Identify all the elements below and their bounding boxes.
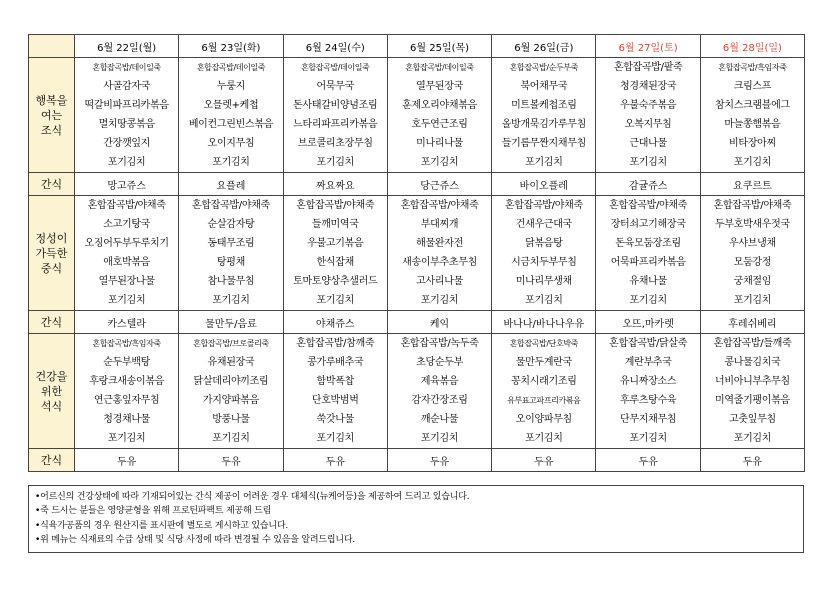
menu-item: 너비아니부추무침 bbox=[714, 376, 790, 387]
day-menu-cell bbox=[700, 196, 804, 311]
menu-item: 근대나물 bbox=[629, 138, 667, 149]
day-header-2: 6월 23일(화) bbox=[179, 35, 283, 58]
menu-item: 감자간장조림 bbox=[411, 395, 468, 406]
day-header-3: 6월 24일(수) bbox=[283, 35, 387, 58]
menu-item: 포기김치 bbox=[629, 295, 667, 306]
snack-row bbox=[29, 173, 805, 196]
day-menu-cell bbox=[596, 196, 700, 311]
menu-item: 포기김치 bbox=[629, 433, 667, 444]
menu-item: 떡갈비파프리카볶음 bbox=[84, 100, 169, 111]
menu-item: 포기김치 bbox=[525, 295, 563, 306]
menu-item: 닭볶음탕 bbox=[525, 238, 563, 249]
menu-item: 간장깻잎지 bbox=[103, 138, 151, 149]
menu-item: 열무된장나물 bbox=[98, 276, 155, 287]
menu-item: 포기김치 bbox=[212, 433, 250, 444]
menu-item: 브로콜리초장무침 bbox=[297, 138, 373, 149]
menu-item: 함박폭찹 bbox=[316, 376, 354, 387]
meal-label: 건강을 위한 석식 bbox=[29, 334, 75, 449]
menu-item: 혼합잡곡밥/야채죽 bbox=[400, 200, 479, 211]
menu-item: 누룽지 bbox=[216, 81, 245, 92]
menu-item: 올방개묵김가루무침 bbox=[501, 119, 586, 130]
menu-item: 혼합잡곡밥/야채죽 bbox=[191, 200, 270, 211]
menu-item: 오이지무침 bbox=[207, 138, 255, 149]
snack-item: 두유 bbox=[283, 449, 387, 472]
snack-item: 당근쥬스 bbox=[387, 173, 491, 196]
day-menu-cell bbox=[75, 196, 179, 311]
menu-item: 콩가루배추국 bbox=[307, 357, 364, 368]
menu-item: 후루츠탕수육 bbox=[620, 395, 677, 406]
menu-item: 비타장아찌 bbox=[729, 138, 776, 149]
menu-item: 포기김치 bbox=[316, 157, 354, 168]
menu-item: 미트볼케첩조림 bbox=[511, 100, 577, 111]
menu-item: 소고기탕국 bbox=[103, 219, 151, 230]
menu-item: 혼합잡곡밥/야채죽 bbox=[713, 200, 792, 211]
menu-item: 혼합잡곡밥/야채죽 bbox=[296, 200, 375, 211]
snack-item: 두유 bbox=[492, 449, 596, 472]
note-line: •어르신의 건강상태에 따라 기재되어있는 간식 제공이 어려운 경우 대체식(뉴케어등)을 제공하여 드리고 있습니다. bbox=[35, 492, 470, 502]
snack-item: 후레쉬베리 bbox=[700, 311, 804, 334]
menu-item: 멸치땅콩볶음 bbox=[98, 119, 155, 130]
menu-item: 초당순두부 bbox=[416, 357, 463, 368]
day-menu-cell bbox=[283, 334, 387, 449]
menu-item: 우불숙주볶음 bbox=[620, 100, 677, 111]
menu-item: 깨순나물 bbox=[420, 414, 459, 425]
day-header-7: 6월 28일(일) bbox=[700, 35, 804, 58]
header-corner-cell bbox=[29, 35, 75, 58]
menu-item: 유채나물 bbox=[629, 276, 667, 287]
day-menu-cell bbox=[387, 58, 491, 173]
day-menu-cell bbox=[596, 334, 700, 449]
menu-item: 유니짜장소스 bbox=[620, 376, 677, 387]
note-line: •위 메뉴는 식재료의 수급 상태 및 식당 사정에 따라 변경될 수 있음을 알려드립니다. bbox=[35, 534, 356, 545]
menu-item: 포기김치 bbox=[212, 157, 250, 168]
snack-item: 감귤쥬스 bbox=[596, 173, 700, 196]
menu-item: 두부호박새우젓국 bbox=[714, 219, 790, 230]
menu-item: 궁채절임 bbox=[733, 276, 772, 287]
menu-item: 순두부백탕 bbox=[103, 357, 151, 368]
menu-item: 제육볶음 bbox=[420, 376, 459, 387]
meal-label: 정성이 가득한 중식 bbox=[29, 196, 75, 311]
snack-item: 두유 bbox=[700, 449, 804, 472]
menu-item: 후랑크새송이볶음 bbox=[89, 376, 165, 387]
menu-item: 혼합잡곡밥/브로콜리죽 bbox=[193, 339, 269, 348]
menu-item: 열무된장국 bbox=[416, 81, 463, 92]
menu-item: 미나리무생채 bbox=[515, 276, 572, 287]
snack-item: 카스텔라 bbox=[75, 311, 179, 334]
day-menu-cell bbox=[492, 196, 596, 311]
menu-item: 포기김치 bbox=[107, 433, 146, 444]
day-menu-cell bbox=[596, 58, 700, 173]
snack-row bbox=[29, 311, 805, 334]
menu-item: 애호박볶음 bbox=[103, 257, 151, 268]
menu-item: 토마토양상추샐러드 bbox=[293, 276, 378, 287]
menu-item: 혼합잡곡밥/닭살죽 bbox=[609, 338, 688, 349]
menu-item: 혼합잡곡밥/참깨죽 bbox=[296, 338, 375, 349]
menu-item: 크림스프 bbox=[733, 81, 772, 92]
day-menu-cell bbox=[179, 58, 283, 173]
header-row bbox=[29, 35, 805, 58]
snack-item: 짜요짜요 bbox=[283, 173, 387, 196]
menu-item: 혼합잡곡밥/녹두죽 bbox=[400, 338, 479, 349]
weekly-menu-table bbox=[28, 34, 805, 472]
menu-item: 포기김치 bbox=[733, 433, 772, 444]
menu-item: 오이양파무침 bbox=[515, 414, 572, 425]
day-menu-cell bbox=[387, 196, 491, 311]
snack-item: 바나나/바나나우유 bbox=[492, 311, 596, 334]
menu-item: 동태무조림 bbox=[207, 238, 255, 249]
day-menu-cell bbox=[700, 58, 804, 173]
menu-item: 장터쇠고기해장국 bbox=[610, 219, 686, 230]
snack-item: 바이오플레 bbox=[492, 173, 596, 196]
menu-item: 유부표고파프리카볶음 bbox=[507, 396, 581, 405]
menu-item: 물만두계란국 bbox=[515, 357, 572, 368]
menu-item: 단호박범벅 bbox=[311, 395, 359, 406]
menu-item: 미나리나물 bbox=[416, 138, 463, 149]
day-menu-cell bbox=[75, 334, 179, 449]
day-header-5: 6월 26일(금) bbox=[492, 35, 596, 58]
menu-item: 우불고기볶음 bbox=[307, 238, 364, 249]
menu-item: 혼합잡곡밥/흑임자죽 bbox=[718, 63, 787, 72]
menu-item: 호두연근조림 bbox=[411, 119, 468, 130]
snack-label: 간식 bbox=[29, 311, 75, 334]
meal-row bbox=[29, 58, 805, 173]
menu-item: 오징어두부두루치기 bbox=[84, 238, 169, 249]
snack-item: 오뜨,마카렛 bbox=[596, 311, 700, 334]
menu-item: 고사리나물 bbox=[416, 276, 463, 287]
menu-item: 참나물무침 bbox=[207, 276, 255, 287]
menu-item: 혼합잡곡밥/흑임자죽 bbox=[92, 339, 161, 348]
menu-item: 들깨미역국 bbox=[311, 219, 359, 230]
day-header-1: 6월 22일(월) bbox=[75, 35, 179, 58]
meal-row bbox=[29, 196, 805, 311]
menu-item: 가지양파볶음 bbox=[202, 395, 260, 406]
menu-item: 포기김치 bbox=[316, 433, 354, 444]
menu-item: 포기김치 bbox=[107, 157, 146, 168]
menu-item: 혼합잡곡밥/야채죽 bbox=[609, 200, 688, 211]
menu-item: 우샤브냉채 bbox=[729, 238, 776, 249]
day-menu-cell bbox=[700, 334, 804, 449]
menu-item: 마늘쫑햄볶음 bbox=[724, 119, 781, 130]
menu-item: 닭살데리야끼조림 bbox=[193, 376, 269, 387]
day-header-4: 6월 25일(목) bbox=[387, 35, 491, 58]
menu-item: 포기김치 bbox=[733, 157, 772, 168]
menu-item: 포기김치 bbox=[420, 295, 459, 306]
menu-item: 훈제오리야채볶음 bbox=[402, 100, 477, 111]
menu-item: 포기김치 bbox=[629, 157, 667, 168]
day-header-6: 6월 27일(토) bbox=[596, 35, 700, 58]
menu-item: 쑥갓나물 bbox=[316, 414, 354, 425]
menu-item: 계란부추국 bbox=[624, 357, 672, 368]
menu-item: 청경채된장국 bbox=[620, 81, 677, 92]
menu-item: 유채된장국 bbox=[207, 357, 255, 368]
snack-item: 요쿠르트 bbox=[700, 173, 804, 196]
snack-item: 케익 bbox=[387, 311, 491, 334]
snack-row bbox=[29, 449, 805, 472]
menu-item: 오복지무침 bbox=[624, 119, 672, 130]
menu-item: 해물완자전 bbox=[416, 238, 463, 249]
day-menu-cell bbox=[283, 196, 387, 311]
menu-item: 포기김치 bbox=[420, 157, 459, 168]
menu-item: 혼합잡곡밥/순두부죽 bbox=[509, 63, 578, 72]
menu-item: 어묵파프리카볶음 bbox=[610, 257, 686, 268]
menu-item: 혼합잡곡밥/데이일죽 bbox=[92, 63, 161, 72]
note-line: •죽 드시는 분들은 영양균형을 위해 프로틴파팩트 제공해 드림 bbox=[35, 506, 272, 517]
menu-item: 돈사태갈비양념조림 bbox=[293, 100, 378, 111]
menu-item: 혼합잡곡밥/데이일죽 bbox=[301, 63, 370, 72]
menu-item: 건새우근대국 bbox=[515, 219, 572, 230]
menu-item: 북어채무국 bbox=[520, 81, 568, 92]
snack-label: 간식 bbox=[29, 449, 75, 472]
day-menu-cell bbox=[387, 334, 491, 449]
snack-item: 요플레 bbox=[179, 173, 283, 196]
menu-item: 포기김치 bbox=[420, 433, 459, 444]
note-line: •식육가공품의 경우 원산지를 표시판에 별도로 게시하고 있습니다. bbox=[35, 520, 289, 531]
menu-item: 포기김치 bbox=[525, 157, 563, 168]
menu-item: 포기김치 bbox=[316, 295, 354, 306]
snack-item: 야채쥬스 bbox=[283, 311, 387, 334]
menu-item: 혼합잡곡밥/데이일죽 bbox=[405, 63, 474, 72]
day-menu-cell bbox=[179, 334, 283, 449]
menu-item: 미역줄기팽이볶음 bbox=[714, 395, 790, 406]
menu-item: 콩나물김치국 bbox=[724, 357, 781, 368]
menu-item: 방풍나물 bbox=[212, 414, 250, 425]
menu-item: 참치스크램블에그 bbox=[714, 100, 790, 111]
menu-item: 포기김치 bbox=[733, 295, 772, 306]
menu-item: 청경채나물 bbox=[103, 414, 151, 425]
meal-label: 행복을 여는 조식 bbox=[29, 58, 75, 173]
snack-label: 간식 bbox=[29, 173, 75, 196]
snack-item: 두유 bbox=[596, 449, 700, 472]
menu-item: 혼합잡곡밥/들깨죽 bbox=[713, 338, 792, 349]
menu-item: 고춧잎무침 bbox=[729, 414, 776, 425]
day-menu-cell bbox=[492, 58, 596, 173]
menu-item: 포기김치 bbox=[525, 433, 563, 444]
menu-item: 시금치두부무침 bbox=[511, 257, 577, 268]
menu-item: 들기름무짠지채무침 bbox=[501, 138, 586, 149]
menu-item: 느타리파프리카볶음 bbox=[293, 119, 378, 130]
day-menu-cell bbox=[283, 58, 387, 173]
menu-item: 꽁치시래기조림 bbox=[511, 376, 577, 387]
snack-item: 두유 bbox=[387, 449, 491, 472]
menu-item: 모둠강정 bbox=[733, 257, 772, 268]
menu-item: 혼합잡곡밥/팥죽 bbox=[613, 62, 683, 73]
notes-box bbox=[28, 485, 804, 553]
menu-item: 혼합잡곡밥/데이일죽 bbox=[196, 63, 266, 72]
snack-item: 물만두/음료 bbox=[179, 311, 283, 334]
menu-item: 돈육모둠장조림 bbox=[615, 238, 681, 249]
menu-item: 베이컨그린빈스볶음 bbox=[188, 119, 274, 130]
menu-item: 오믈렛+케첩 bbox=[203, 100, 259, 111]
menu-item: 한식잡채 bbox=[316, 257, 354, 268]
menu-item: 순살감자탕 bbox=[207, 219, 255, 230]
menu-item: 사골감자국 bbox=[103, 81, 151, 92]
menu-item: 탕평채 bbox=[216, 257, 245, 268]
menu-item: 포기김치 bbox=[212, 295, 250, 306]
menu-item: 어묵무국 bbox=[316, 81, 354, 92]
day-menu-cell bbox=[179, 196, 283, 311]
menu-item: 부대찌개 bbox=[420, 219, 459, 230]
menu-item: 포기김치 bbox=[107, 295, 146, 306]
menu-body bbox=[29, 35, 805, 472]
menu-item: 단무지채무침 bbox=[620, 414, 677, 425]
day-menu-cell bbox=[492, 334, 596, 449]
meal-row bbox=[29, 334, 805, 449]
snack-item: 망고쥬스 bbox=[75, 173, 179, 196]
snack-item: 두유 bbox=[75, 449, 179, 472]
menu-item: 혼합잡곡밥/야채죽 bbox=[504, 200, 583, 211]
snack-item: 두유 bbox=[179, 449, 283, 472]
menu-item: 혼합잡곡밥/단호박죽 bbox=[509, 339, 578, 348]
day-menu-cell bbox=[75, 58, 179, 173]
menu-item: 새송이부추초무침 bbox=[402, 257, 477, 268]
menu-item: 혼합잡곡밥/야채죽 bbox=[87, 200, 166, 211]
menu-item: 연근홍잎자무침 bbox=[93, 395, 160, 406]
